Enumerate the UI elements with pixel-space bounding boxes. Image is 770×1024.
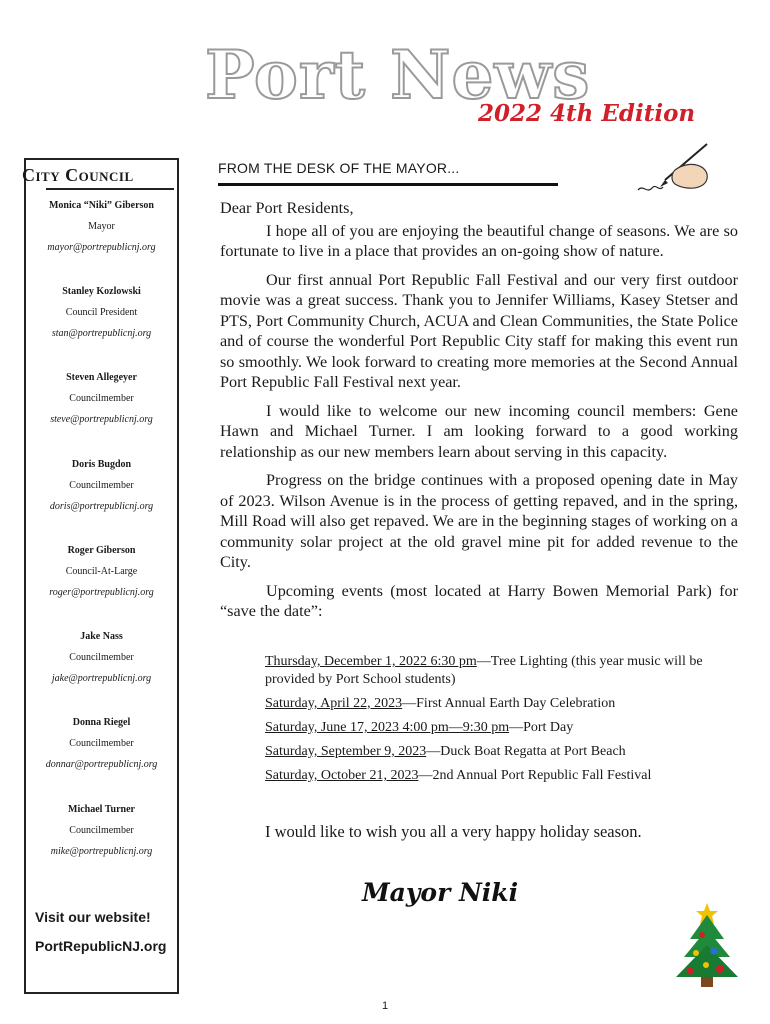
member-email[interactable]: mayor@portrepublicnj.org [47, 242, 156, 253]
event-date: Saturday, April 22, 2023 [265, 696, 403, 711]
member-role: Mayor [88, 221, 115, 232]
event-item [265, 695, 725, 713]
member-email[interactable]: doris@portrepublicnj.org [49, 501, 154, 512]
mayor-signature: Mayor Niki [362, 878, 519, 907]
event-date: Thursday, December 1, 2022 6:30 pm [265, 654, 477, 669]
member-name: Monica “Niki” Giberson [48, 200, 154, 211]
member-email[interactable]: jake@portrepublicnj.org [51, 673, 152, 684]
member-role: Councilmember [69, 393, 134, 404]
member-email[interactable]: steve@portrepublicnj.org [50, 414, 153, 425]
member-email[interactable]: roger@portrepublicnj.org [49, 587, 154, 598]
letter-paragraph: I would like to welcome our new incoming council members: Gene Hawn and Michael Turner. I am looking forward to a good working relationship as our new members learn about serving in this capacity. [220, 401, 738, 461]
member-name: Doris Bugdon [71, 459, 132, 470]
letter-paragraph: Upcoming events (most located at Harry Bowen Memorial Park) for “save the date”: [220, 581, 738, 620]
letter-greeting: Dear Port Residents, [220, 199, 354, 217]
edition-label: 2022 4th Edition [478, 100, 696, 127]
council-member [26, 804, 177, 857]
article-heading: FROM THE DESK OF THE MAYOR... [218, 160, 460, 176]
council-member [26, 286, 177, 339]
visit-website-label: Visit our website! [35, 909, 151, 925]
mayor-letter [220, 198, 738, 630]
event-desc: —Port Day [509, 720, 574, 735]
council-member [26, 459, 177, 512]
event-item [265, 743, 725, 761]
member-name: Jake Nass [80, 631, 123, 642]
council-title-rule [46, 188, 174, 190]
council-member [26, 717, 177, 770]
member-role: Councilmember [69, 738, 134, 749]
closing-line: I would like to wish you all a very happy holiday season. [265, 822, 642, 841]
member-name: Steven Allegeyer [66, 372, 137, 383]
event-date: Saturday, September 9, 2023 [265, 744, 427, 759]
council-member [26, 631, 177, 684]
event-date: Saturday, October 21, 2023 [265, 768, 419, 783]
quill-hand-icon [635, 140, 715, 200]
heading-rule [218, 183, 558, 186]
council-member [26, 545, 177, 598]
council-title: City Council [22, 165, 134, 185]
member-role: Councilmember [69, 652, 134, 663]
event-desc: —Tree Lighting (this year music will be provided by Port School students) [265, 654, 703, 687]
event-date: Saturday, June 17, 2023 4:00 pm—9:30 pm [265, 720, 510, 735]
member-role: Councilmember [69, 480, 134, 491]
letter-paragraph: Progress on the bridge continues with a proposed opening date in May of 2023. Wilson Avenue is in the process of getting repaved, and in the spring, Mill Road will also get repaved. We are in the beginning stages of working on a community solar project at the old gravel mine pit for added revenue to the City. [220, 471, 738, 571]
member-name: Stanley Kozlowski [62, 286, 141, 297]
council-member [26, 372, 177, 425]
event-item [265, 767, 725, 785]
event-desc: —2nd Annual Port Republic Fall Festival [418, 768, 652, 783]
event-desc: —Duck Boat Regatta at Port Beach [426, 744, 626, 759]
event-desc: —First Annual Earth Day Celebration [402, 696, 616, 711]
website-link[interactable]: PortRepublicNJ.org [35, 938, 167, 954]
member-name: Donna Riegel [72, 717, 131, 728]
member-email[interactable]: mike@portrepublicnj.org [50, 846, 153, 857]
page-number: 1 [381, 1000, 389, 1012]
council-member [26, 200, 177, 253]
member-email[interactable]: donnar@portrepublicnj.org [45, 759, 158, 770]
event-item [265, 719, 725, 737]
letter-paragraph: I hope all of you are enjoying the beautiful change of seasons. We are so fortunate to live in a place that provides an on-going show of nature. [220, 221, 738, 260]
christmas-tree-icon [668, 897, 746, 993]
member-name: Roger Giberson [67, 545, 136, 556]
member-role: Council-At-Large [65, 566, 138, 577]
event-item [265, 653, 725, 689]
member-name: Michael Turner [68, 804, 135, 815]
member-role: Councilmember [69, 825, 134, 836]
events-list [265, 653, 725, 791]
masthead-title: Port News [205, 36, 591, 114]
member-role: Council President [65, 307, 138, 318]
member-email[interactable]: stan@portrepublicnj.org [51, 328, 152, 339]
letter-paragraph: Our first annual Port Republic Fall Festival and our very first outdoor movie was a great success. Thank you to Jennifer Williams, Kasey Stetser and PTS, Port Community Church, ACUA and Clean Communities, the State Police and of course the wonderful Port Republic City staff for making this event run so smoothly. We look forward to creating more memories at the Second Annual Port Republic Fall Festival next year. [220, 270, 738, 391]
